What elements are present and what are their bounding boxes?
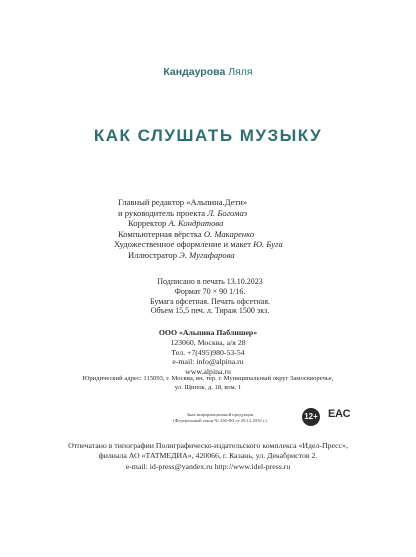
print-format: Формат 70 × 90 1/16. [174,286,246,296]
credit-row [114,239,314,250]
credit-row [118,229,318,240]
info-mark-line: (Федеральный закон № 436-ФЗ от 29.12.2010 г.) [173,418,267,423]
credit-role: Иллюстратор [128,249,178,260]
credit-role: Главный редактор «Альпина.Дети» [118,197,248,207]
legal-address-line: Юридический адрес: 115093, г. Москва, вн. тер. г. Муниципальный округ Замоскворечье, [82,375,334,382]
printer-line: e-mail: id-press@yandex.ru http://www.idel-press.ru [125,461,291,471]
info-mark-line: Знак информационной продукции [186,412,254,417]
printer-line: Отпечатано в типографии Полиграфическо-издательского комплекса «Идел-Пресс», [68,441,348,450]
credit-person: О. Макаренко [203,228,255,239]
credit-person: Л. Богомаз [207,207,248,218]
author-surname: Кандаурова [163,66,226,78]
print-paper: Бумага офсетная. Печать офсетная. [149,296,271,306]
credit-role: Художественное оформление и макет [114,239,251,250]
age-rating-icon: 12+ [302,408,320,426]
publisher-email: e-mail: info@alpina.ru [172,357,244,367]
publisher-block [0,328,416,377]
publisher-address: 123060, Москва, а/я 28 [170,337,246,347]
printer-line: филиала АО «ТАТМЕДИА», 420066, г. Казань, ул. Декабристов 2. [98,451,318,461]
print-signed: Подписано в печать 13.10.2023 [157,277,263,286]
credit-role: Корректор [128,218,167,229]
credit-person: А. Кондратова [168,218,224,229]
author-name: Ляля [228,66,253,78]
legal-address-line: ул. Щипок, д. 18, ком. 1 [174,383,242,391]
credit-row [118,197,318,208]
legal-address [0,375,416,393]
credit-row [118,208,318,219]
credit-row [128,218,328,229]
credit-person: Ю. Буга [253,239,283,250]
credit-row [128,250,328,261]
credit-role: Компьютерная вёрстка [118,228,202,239]
print-volume: Объем 15,5 печ. л. Тираж 1500 экз. [150,306,270,316]
author [0,66,416,78]
credits-block [114,197,318,261]
publisher-phone: Тел. +7(495)980-53-54 [171,347,245,357]
publisher-name: ООО «Альпина Паблишер» [158,328,258,337]
book-title: КАК СЛУШАТЬ МУЗЫКУ [93,126,323,145]
credit-role: и руководитель проекта [118,207,206,218]
eac-mark-icon: EAC [328,408,351,420]
info-mark-note [160,412,280,424]
printer-block [0,441,416,472]
print-info [130,277,290,316]
credit-person: Э. Мугафарова [179,249,235,260]
publisher-site: www.alpina.ru [185,367,231,377]
